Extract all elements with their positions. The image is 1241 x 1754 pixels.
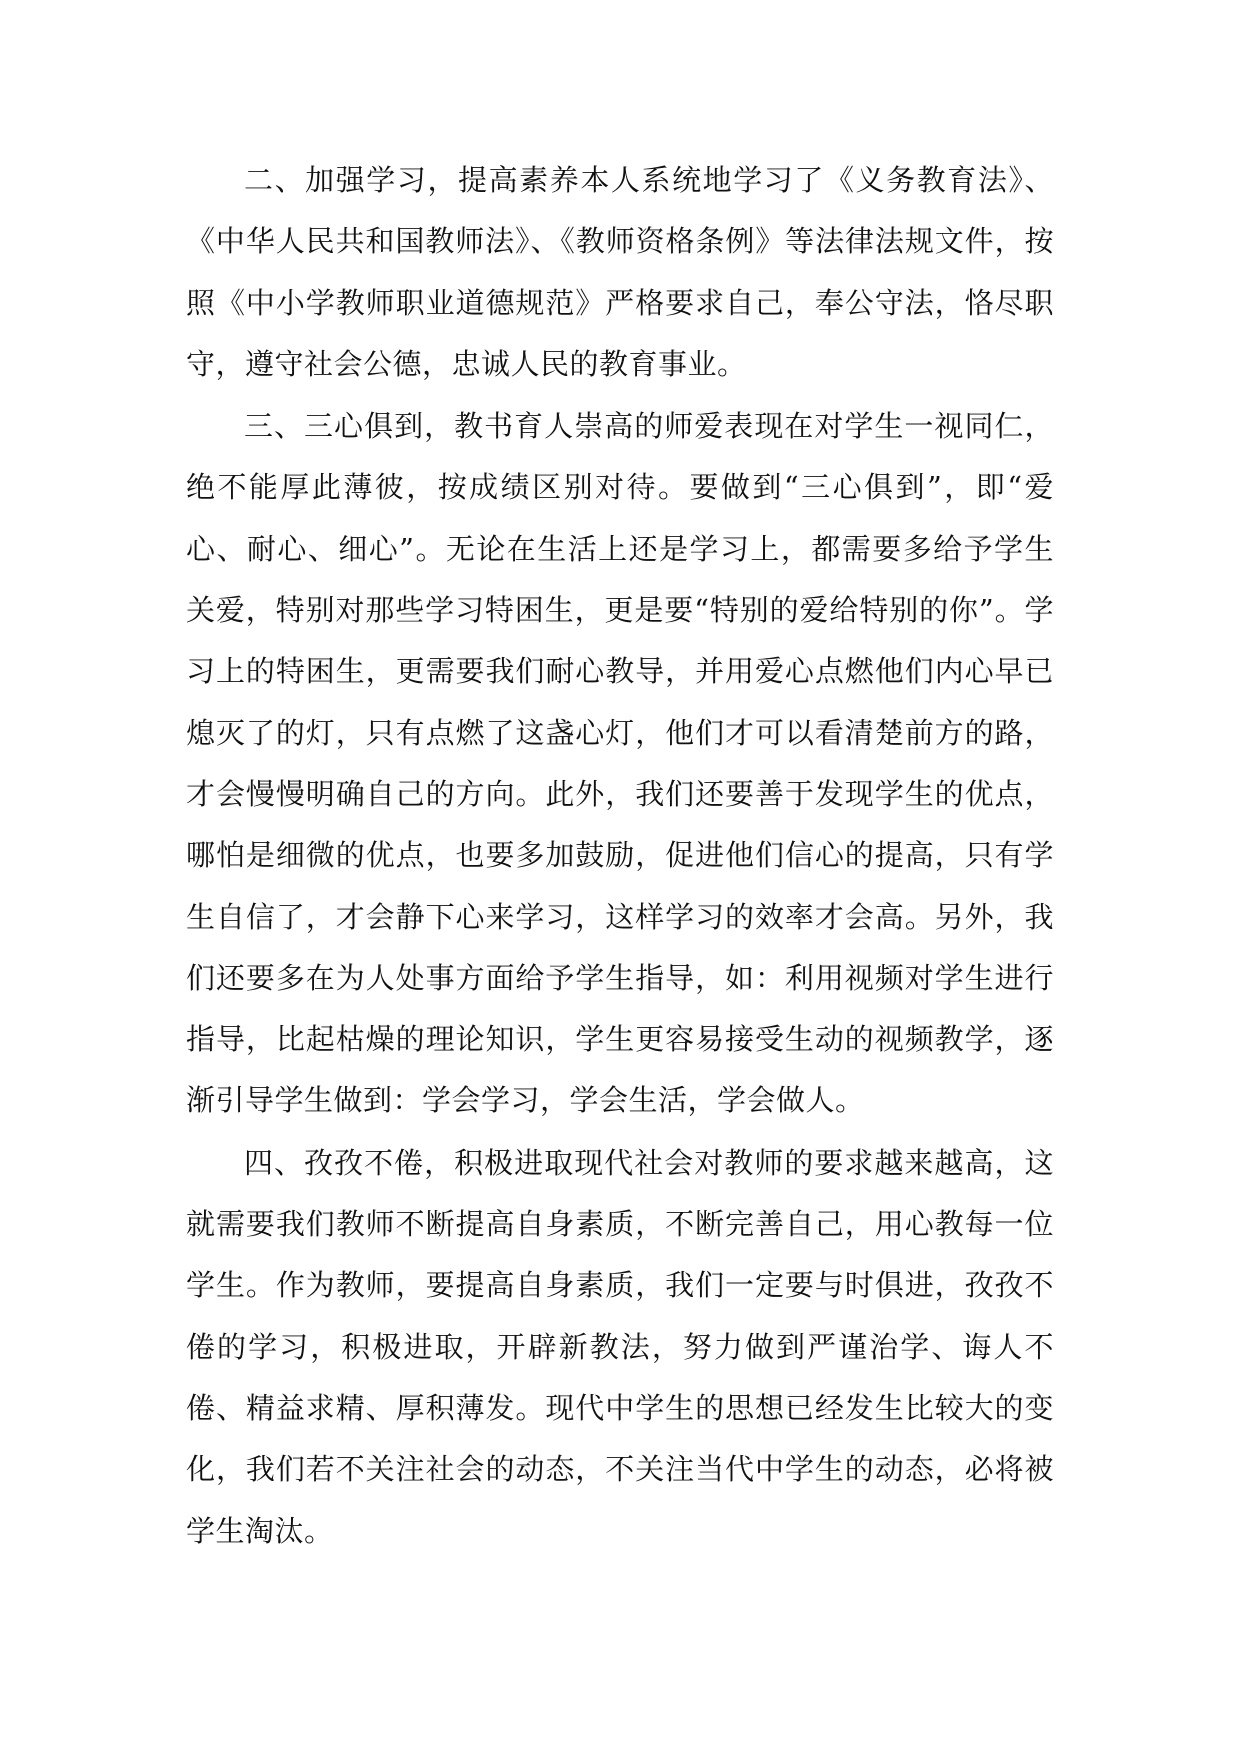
document-body: [186, 150, 1054, 1562]
paragraph-diligence: 四、孜孜不倦，积极进取现代社会对教师的要求越来越高，这就需要我们教师不断提高自身素质，不断完善自己，用心教每一位学生。作为教师，要提高自身素质，我们一定要与时俱进，孜孜不倦的学习，积极进取，开辟新教法，努力做到严谨治学、诲人不倦、精益求精、厚积薄发。现代中学生的思想已经发生比较大的变化，我们若不关注社会的动态，不关注当代中学生的动态，必将被学生淘汰。: [186, 1145, 1054, 1548]
paragraph-strengthen-learning: 二、加强学习，提高素养本人系统地学习了《义务教育法》、《中华人民共和国教师法》、《教师资格条例》等法律法规文件，按照《中小学教师职业道德规范》严格要求自己，奉公守法，恪尽职守，遵守社会公德，忠诚人民的教育事业。: [186, 163, 1054, 381]
paragraph-three-hearts: 三、三心俱到，教书育人崇高的师爱表现在对学生一视同仁，绝不能厚此薄彼，按成绩区别对待。要做到“三心俱到”，即“爱心、耐心、细心”。无论在生活上还是学习上，都需要多给予学生关爱，特别对那些学习特困生，更是要“特别的爱给特别的你”。学习上的特困生，更需要我们耐心教导，并用爱心点燃他们内心早已熄灭了的灯，只有点燃了这盏心灯，他们才可以看清楚前方的路，才会慢慢明确自己的方向。此外，我们还要善于发现学生的优点，哪怕是细微的优点，也要多加鼓励，促进他们信心的提高，只有学生自信了，才会静下心来学习，这样学习的效率才会高。另外，我们还要多在为人处事方面给予学生指导，如：利用视频对学生进行指导，比起枯燥的理论知识，学生更容易接受生动的视频教学，逐渐引导学生做到：学会学习，学会生活，学会做人。: [186, 409, 1054, 1118]
